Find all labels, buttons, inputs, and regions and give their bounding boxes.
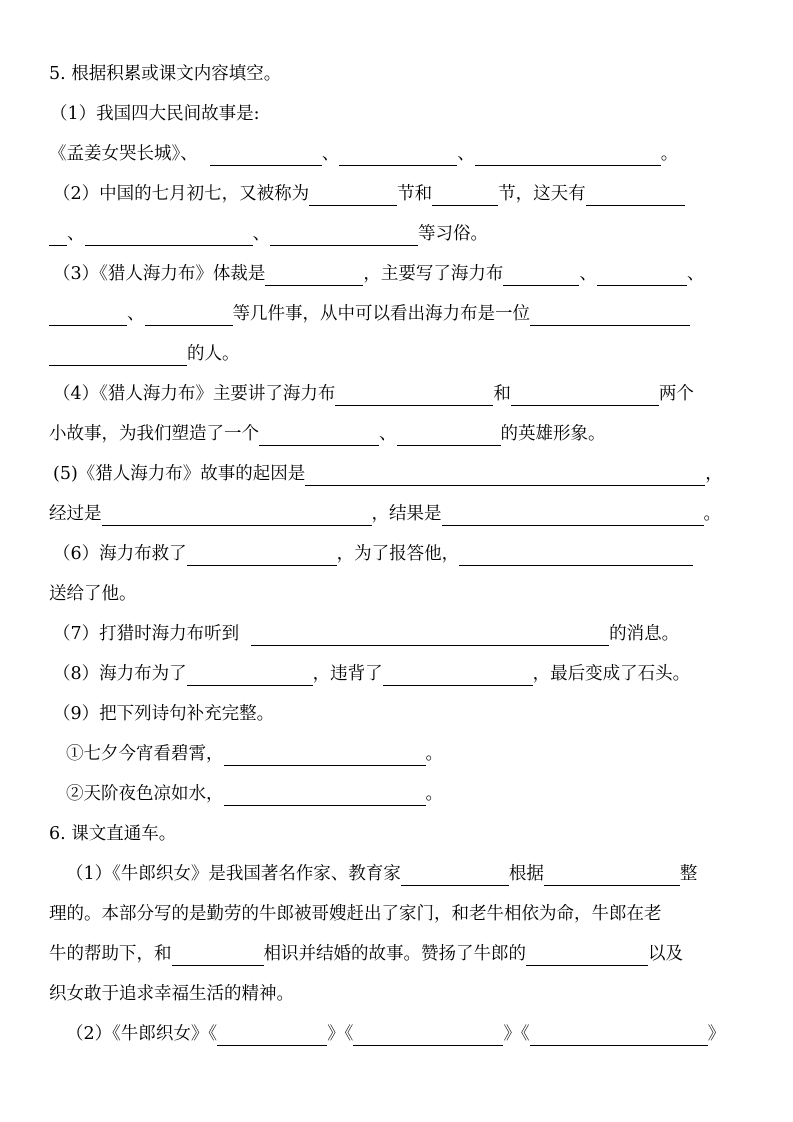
q6-item1-line3: 牛的帮助下，和 相识并结婚的故事。赞扬了牛郎的 以及 [49, 944, 683, 964]
blank[interactable] [172, 946, 264, 966]
blank[interactable] [511, 386, 659, 406]
q5-item6-line2: 送给了他。 [49, 584, 137, 604]
blank[interactable] [305, 466, 705, 486]
blank[interactable] [530, 1026, 708, 1046]
q5-item1-answers: 《孟姜女哭长城》、 、 、 。 [49, 144, 679, 164]
q5-item4-line1: （4）《猎人海力布》主要讲了海力布 和 两个 [53, 384, 694, 404]
q6-item1-line4: 织女敢于追求幸福生活的精神。 [49, 984, 294, 1004]
blank[interactable] [432, 186, 498, 206]
blank[interactable] [335, 386, 493, 406]
q6-item2: （2）《牛郎织女》《 》《 》《 》 [66, 1024, 726, 1044]
blank[interactable] [475, 146, 661, 166]
blank[interactable] [353, 1026, 503, 1046]
q5-item2-line2: 、 、 等习俗。 [49, 222, 488, 246]
poem-line2: ②天阶夜色凉如水， 。 [66, 784, 443, 804]
blank[interactable] [210, 146, 322, 166]
blank[interactable] [49, 346, 187, 366]
blank[interactable] [309, 186, 397, 206]
q6-item1-line1: （1）《牛郎织女》是我国著名作家、教育家 根据 整 [66, 864, 698, 884]
blank[interactable] [597, 266, 687, 286]
blank[interactable] [503, 266, 579, 286]
q5-item3-line3: 的人。 [49, 342, 240, 366]
blank[interactable] [251, 626, 609, 646]
blank[interactable] [397, 426, 501, 446]
q5-item5-line2: 经过是 ，结果是 。 [49, 504, 721, 524]
q5-item3-line2: 、 等几件事，从中可以看出海力布是一位 [49, 302, 690, 326]
q5-title: 5. 根据积累或课文内容填空。 [49, 64, 282, 84]
blank[interactable] [586, 186, 685, 206]
q5-item9: （9）把下列诗句补充完整。 [53, 704, 275, 724]
q5-item1-prompt: （1）我国四大民间故事是: [50, 104, 260, 124]
q5-item3-line1: （3）《猎人海力布》体裁是 ，主要写了海力布 、 、 [53, 264, 705, 284]
blank[interactable] [224, 746, 426, 766]
blank[interactable] [102, 506, 372, 526]
q5-item4-line2: 小故事，为我们塑造了一个 、 的英雄形象。 [49, 424, 606, 444]
blank[interactable] [339, 146, 457, 166]
blank[interactable] [530, 306, 690, 326]
q6-item1-line2: 理的。本部分写的是勤劳的牛郎被哥嫂赶出了家门，和老牛相依为命，牛郎在老 [49, 904, 662, 924]
q5-item7: （7）打猎时海力布听到 的消息。 [53, 624, 680, 644]
blank[interactable] [85, 226, 253, 246]
blank[interactable] [187, 666, 313, 686]
blank[interactable] [224, 786, 426, 806]
blank[interactable] [217, 1026, 327, 1046]
blank[interactable] [259, 426, 379, 446]
q6-title: 6. 课文直通车。 [49, 824, 177, 844]
poem-line1: ①七夕今宵看碧霄， 。 [66, 744, 443, 764]
q5-item2-line1: （2）中国的七月初七，又被称为 节和 节，这天有 [53, 182, 685, 206]
blank[interactable] [49, 226, 67, 246]
blank[interactable] [187, 546, 337, 566]
q5-item5-line1: (5)《猎人海力布》故事的起因是 ， [53, 464, 723, 484]
blank[interactable] [265, 266, 363, 286]
blank[interactable] [49, 306, 127, 326]
q5-item6-line1: （6）海力布救了 ，为了报答他， [53, 542, 693, 566]
blank[interactable] [459, 546, 693, 566]
blank[interactable] [401, 866, 509, 886]
blank[interactable] [383, 666, 533, 686]
q5-item8: （8）海力布为了 ，违背了 ，最后变成了石头。 [53, 664, 691, 684]
blank[interactable] [145, 306, 233, 326]
blank[interactable] [270, 226, 418, 246]
blank[interactable] [526, 946, 648, 966]
blank[interactable] [544, 866, 680, 886]
blank[interactable] [442, 506, 704, 526]
